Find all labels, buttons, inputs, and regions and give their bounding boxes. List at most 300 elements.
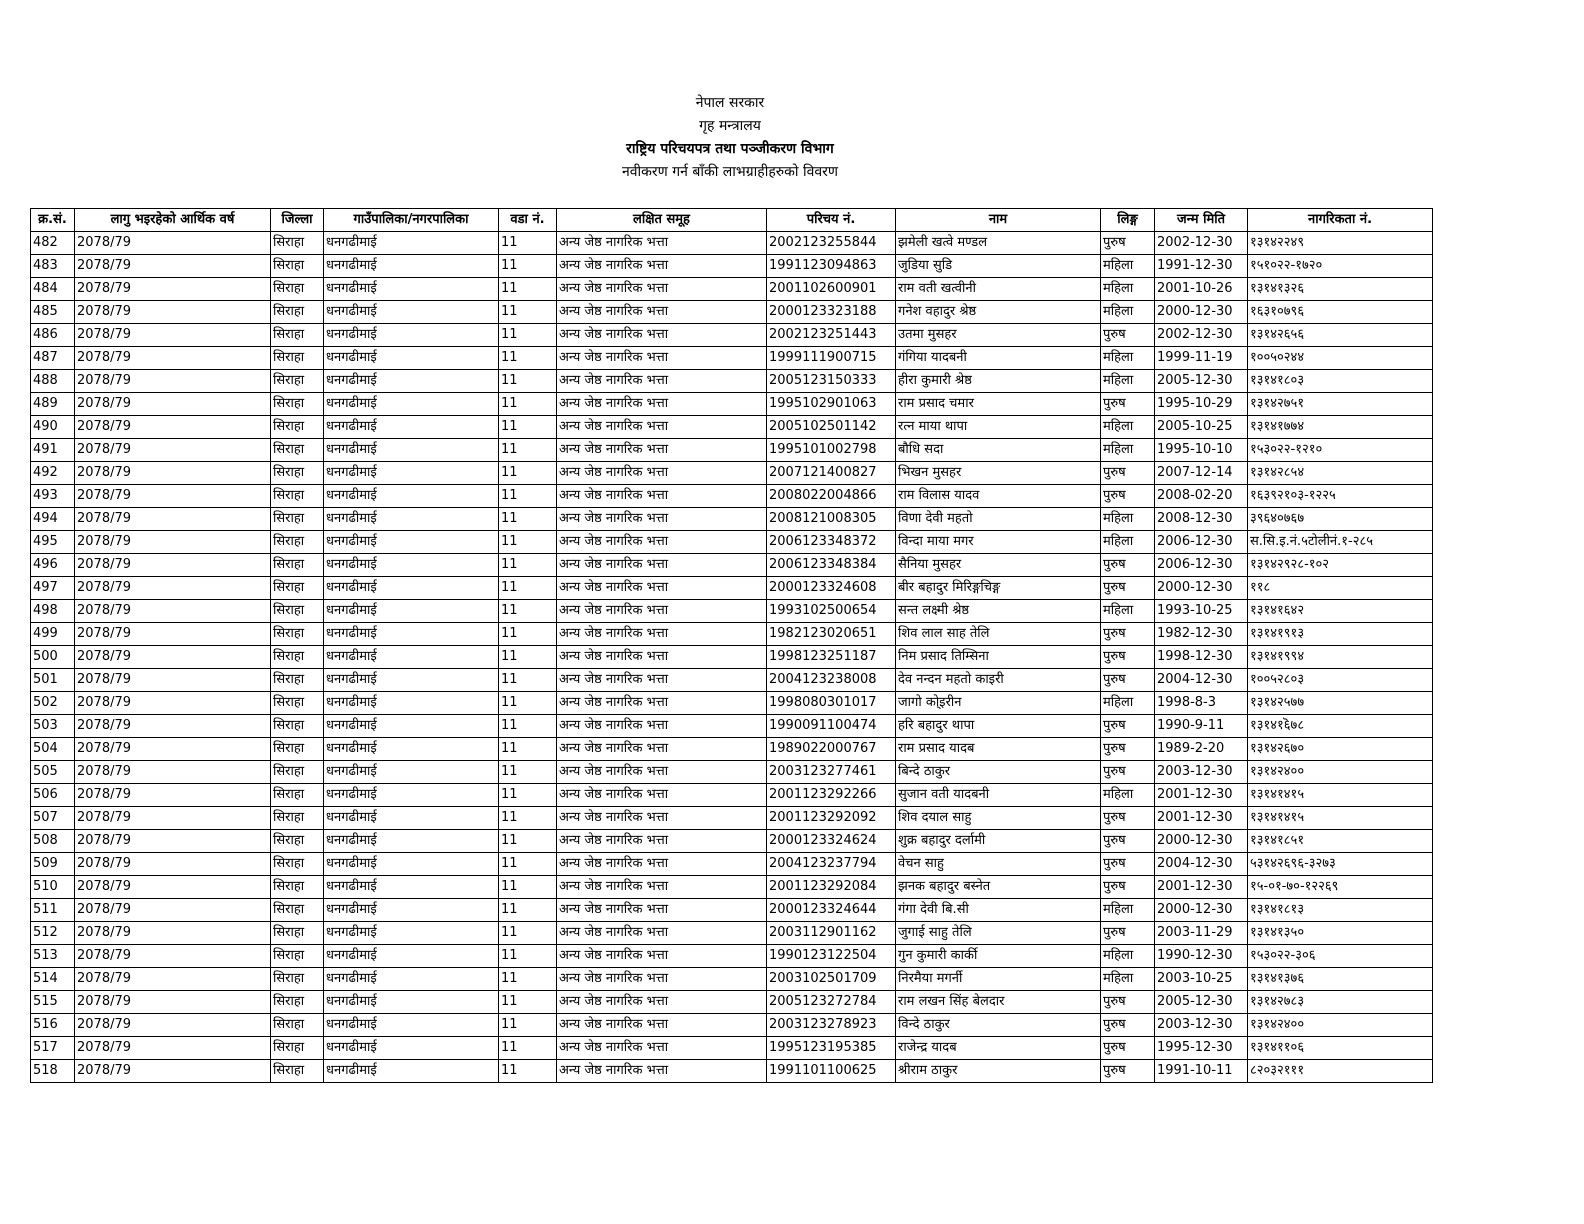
cell-name: शिव दयाल साहु [896, 807, 1101, 830]
table-row [31, 761, 1433, 784]
cell-target-group: अन्य जेष्ठ नागरिक भत्ता [557, 370, 767, 393]
cell-target-group: अन्य जेष्ठ नागरिक भत्ता [557, 278, 767, 301]
cell-birth-date: 2007-12-14 [1155, 462, 1248, 485]
cell-fiscal-year: 2078/79 [75, 830, 271, 853]
cell-name: सुजान वती यादबनी [896, 784, 1101, 807]
cell-birth-date: 2002-12-30 [1155, 324, 1248, 347]
cell-district: सिराहा [271, 922, 324, 945]
col-header-name: नाम [896, 209, 1101, 232]
cell-birth-date: 1991-10-11 [1155, 1060, 1248, 1083]
cell-serial: 483 [31, 255, 75, 278]
cell-district: सिराहा [271, 715, 324, 738]
cell-district: सिराहा [271, 1037, 324, 1060]
cell-ward: 11 [499, 232, 557, 255]
cell-id-number: 2008022004866 [767, 485, 896, 508]
cell-ward: 11 [499, 715, 557, 738]
cell-gender: पुरुष [1101, 761, 1155, 784]
cell-gender: पुरुष [1101, 991, 1155, 1014]
cell-gender: पुरुष [1101, 324, 1155, 347]
cell-municipality: धनगढीमाई [324, 807, 499, 830]
cell-gender: पुरुष [1101, 646, 1155, 669]
cell-municipality: धनगढीमाई [324, 278, 499, 301]
cell-municipality: धनगढीमाई [324, 577, 499, 600]
cell-target-group: अन्य जेष्ठ नागरिक भत्ता [557, 462, 767, 485]
cell-id-number: 2004123237794 [767, 853, 896, 876]
cell-ward: 11 [499, 600, 557, 623]
cell-municipality: धनगढीमाई [324, 508, 499, 531]
cell-serial: 518 [31, 1060, 75, 1083]
document-header [530, 92, 930, 184]
cell-municipality: धनगढीमाई [324, 255, 499, 278]
cell-target-group: अन्य जेष्ठ नागरिक भत्ता [557, 853, 767, 876]
cell-gender: पुरुष [1101, 715, 1155, 738]
cell-fiscal-year: 2078/79 [75, 876, 271, 899]
cell-ward: 11 [499, 899, 557, 922]
cell-fiscal-year: 2078/79 [75, 1014, 271, 1037]
cell-citizenship-number: १३१४१३५० [1248, 922, 1433, 945]
cell-gender: पुरुष [1101, 807, 1155, 830]
cell-serial: 514 [31, 968, 75, 991]
cell-target-group: अन्य जेष्ठ नागरिक भत्ता [557, 600, 767, 623]
cell-district: सिराहा [271, 876, 324, 899]
cell-fiscal-year: 2078/79 [75, 255, 271, 278]
cell-birth-date: 2001-12-30 [1155, 784, 1248, 807]
cell-ward: 11 [499, 738, 557, 761]
cell-birth-date: 2003-12-30 [1155, 761, 1248, 784]
cell-id-number: 1991123094863 [767, 255, 896, 278]
cell-serial: 495 [31, 531, 75, 554]
cell-gender: पुरुष [1101, 554, 1155, 577]
cell-gender: महिला [1101, 531, 1155, 554]
cell-ward: 11 [499, 830, 557, 853]
cell-name: राम लखन सिंह बेलदार [896, 991, 1101, 1014]
cell-id-number: 1982123020651 [767, 623, 896, 646]
cell-gender: पुरुष [1101, 1014, 1155, 1037]
cell-birth-date: 2001-10-26 [1155, 278, 1248, 301]
cell-district: सिराहा [271, 669, 324, 692]
cell-name: राजेन्द्र यादब [896, 1037, 1101, 1060]
header-subject: नवीकरण गर्न बाँकी लाभग्राहीहरुको विवरण [622, 164, 838, 180]
cell-gender: पुरुष [1101, 1037, 1155, 1060]
cell-municipality: धनगढीमाई [324, 876, 499, 899]
cell-birth-date: 2005-12-30 [1155, 991, 1248, 1014]
cell-citizenship-number: १३१४१९९४ [1248, 646, 1433, 669]
table-row [31, 370, 1433, 393]
cell-district: सिराहा [271, 439, 324, 462]
cell-name: राम प्रसाद चमार [896, 393, 1101, 416]
cell-id-number: 1998080301017 [767, 692, 896, 715]
cell-serial: 492 [31, 462, 75, 485]
cell-serial: 482 [31, 232, 75, 255]
cell-municipality: धनगढीमाई [324, 922, 499, 945]
cell-birth-date: 2006-12-30 [1155, 554, 1248, 577]
cell-citizenship-number: १००५२८०३ [1248, 669, 1433, 692]
cell-ward: 11 [499, 278, 557, 301]
cell-gender: महिला [1101, 439, 1155, 462]
cell-gender: महिला [1101, 301, 1155, 324]
table-row [31, 876, 1433, 899]
table-row [31, 922, 1433, 945]
cell-ward: 11 [499, 1037, 557, 1060]
cell-fiscal-year: 2078/79 [75, 278, 271, 301]
cell-target-group: अन्य जेष्ठ नागरिक भत्ता [557, 784, 767, 807]
cell-gender: महिला [1101, 968, 1155, 991]
cell-id-number: 2008121008305 [767, 508, 896, 531]
cell-citizenship-number: १६३९२१०३-१२२५ [1248, 485, 1433, 508]
cell-citizenship-number: १३१४२२४९ [1248, 232, 1433, 255]
cell-serial: 486 [31, 324, 75, 347]
cell-district: सिराहा [271, 554, 324, 577]
col-header-gender: लिङ्ग [1101, 209, 1155, 232]
table-row [31, 899, 1433, 922]
cell-district: सिराहा [271, 324, 324, 347]
cell-serial: 491 [31, 439, 75, 462]
cell-serial: 517 [31, 1037, 75, 1060]
cell-district: सिराहा [271, 462, 324, 485]
table-row [31, 416, 1433, 439]
cell-ward: 11 [499, 646, 557, 669]
table-row [31, 945, 1433, 968]
cell-birth-date: 1998-8-3 [1155, 692, 1248, 715]
cell-gender: पुरुष [1101, 1060, 1155, 1083]
cell-district: सिराहा [271, 646, 324, 669]
cell-serial: 502 [31, 692, 75, 715]
table-body [31, 232, 1433, 1083]
cell-gender: पुरुष [1101, 853, 1155, 876]
cell-municipality: धनगढीमाई [324, 646, 499, 669]
cell-district: सिराहा [271, 968, 324, 991]
cell-target-group: अन्य जेष्ठ नागरिक भत्ता [557, 623, 767, 646]
cell-serial: 503 [31, 715, 75, 738]
cell-name: देव नन्दन महतो काइरी [896, 669, 1101, 692]
cell-birth-date: 2008-12-30 [1155, 508, 1248, 531]
cell-ward: 11 [499, 945, 557, 968]
cell-serial: 504 [31, 738, 75, 761]
cell-ward: 11 [499, 922, 557, 945]
cell-name: बौधि सदा [896, 439, 1101, 462]
cell-fiscal-year: 2078/79 [75, 462, 271, 485]
cell-district: सिराहा [271, 807, 324, 830]
cell-district: सिराहा [271, 370, 324, 393]
cell-municipality: धनगढीमाई [324, 945, 499, 968]
cell-district: सिराहा [271, 945, 324, 968]
cell-id-number: 2004123238008 [767, 669, 896, 692]
col-header-district: जिल्ला [271, 209, 324, 232]
header-ministry: गृह मन्त्रालय [699, 118, 761, 134]
cell-gender: महिला [1101, 692, 1155, 715]
cell-fiscal-year: 2078/79 [75, 554, 271, 577]
cell-id-number: 2003112901162 [767, 922, 896, 945]
cell-district: सिराहा [271, 623, 324, 646]
cell-municipality: धनगढीमाई [324, 669, 499, 692]
cell-id-number: 2000123324624 [767, 830, 896, 853]
cell-id-number: 1989022000767 [767, 738, 896, 761]
cell-birth-date: 1991-12-30 [1155, 255, 1248, 278]
cell-ward: 11 [499, 1014, 557, 1037]
cell-fiscal-year: 2078/79 [75, 738, 271, 761]
cell-serial: 490 [31, 416, 75, 439]
cell-municipality: धनगढीमाई [324, 991, 499, 1014]
cell-municipality: धनगढीमाई [324, 623, 499, 646]
table-row [31, 462, 1433, 485]
cell-serial: 516 [31, 1014, 75, 1037]
cell-target-group: अन्य जेष्ठ नागरिक भत्ता [557, 830, 767, 853]
cell-district: सिराहा [271, 692, 324, 715]
cell-target-group: अन्य जेष्ठ नागरिक भत्ता [557, 232, 767, 255]
table-row [31, 1060, 1433, 1083]
cell-target-group: अन्य जेष्ठ नागरिक भत्ता [557, 922, 767, 945]
cell-target-group: अन्य जेष्ठ नागरिक भत्ता [557, 416, 767, 439]
cell-gender: पुरुष [1101, 393, 1155, 416]
cell-birth-date: 1990-9-11 [1155, 715, 1248, 738]
col-header-fiscal-year: लागु भइरहेको आर्थिक वर्ष [75, 209, 271, 232]
cell-gender: पुरुष [1101, 830, 1155, 853]
cell-id-number: 2001102600901 [767, 278, 896, 301]
cell-citizenship-number: १५१०२२-१७२० [1248, 255, 1433, 278]
cell-gender: महिला [1101, 508, 1155, 531]
col-header-birth-date: जन्म मिति [1155, 209, 1248, 232]
cell-gender: महिला [1101, 255, 1155, 278]
cell-citizenship-number: ८२०३२१११ [1248, 1060, 1433, 1083]
cell-fiscal-year: 2078/79 [75, 393, 271, 416]
cell-id-number: 2006123348384 [767, 554, 896, 577]
cell-municipality: धनगढीमाई [324, 830, 499, 853]
cell-gender: पुरुष [1101, 922, 1155, 945]
cell-citizenship-number: १३१४१७७४ [1248, 416, 1433, 439]
cell-fiscal-year: 2078/79 [75, 669, 271, 692]
cell-id-number: 2005102501142 [767, 416, 896, 439]
cell-target-group: अन्य जेष्ठ नागरिक भत्ता [557, 945, 767, 968]
cell-target-group: अन्य जेष्ठ नागरिक भत्ता [557, 1060, 767, 1083]
table-row [31, 968, 1433, 991]
cell-name: विन्दा माया मगर [896, 531, 1101, 554]
cell-name: हीरा कुमारी श्रेष्ठ [896, 370, 1101, 393]
cell-fiscal-year: 2078/79 [75, 577, 271, 600]
cell-gender: महिला [1101, 784, 1155, 807]
cell-district: सिराहा [271, 278, 324, 301]
col-header-serial: क्र.सं. [31, 209, 75, 232]
cell-serial: 499 [31, 623, 75, 646]
cell-target-group: अन्य जेष्ठ नागरिक भत्ता [557, 991, 767, 1014]
cell-fiscal-year: 2078/79 [75, 715, 271, 738]
cell-fiscal-year: 2078/79 [75, 508, 271, 531]
cell-gender: पुरुष [1101, 623, 1155, 646]
cell-birth-date: 1993-10-25 [1155, 600, 1248, 623]
cell-gender: पुरुष [1101, 876, 1155, 899]
cell-municipality: धनगढीमाई [324, 462, 499, 485]
cell-id-number: 2001123292084 [767, 876, 896, 899]
cell-id-number: 1995101002798 [767, 439, 896, 462]
cell-gender: पुरुष [1101, 462, 1155, 485]
cell-municipality: धनगढीमाई [324, 600, 499, 623]
cell-serial: 508 [31, 830, 75, 853]
cell-serial: 500 [31, 646, 75, 669]
cell-serial: 501 [31, 669, 75, 692]
table-row [31, 278, 1433, 301]
table-row [31, 1037, 1433, 1060]
cell-name: जुडिया सुडि [896, 255, 1101, 278]
cell-gender: पुरुष [1101, 485, 1155, 508]
cell-municipality: धनगढीमाई [324, 531, 499, 554]
cell-target-group: अन्य जेष्ठ नागरिक भत्ता [557, 508, 767, 531]
table-row [31, 646, 1433, 669]
cell-municipality: धनगढीमाई [324, 1037, 499, 1060]
cell-serial: 496 [31, 554, 75, 577]
cell-citizenship-number: १५३०२२-३०६ [1248, 945, 1433, 968]
col-header-target-group: लक्षित समूह [557, 209, 767, 232]
cell-name: गंगिया यादबनी [896, 347, 1101, 370]
cell-target-group: अन्य जेष्ठ नागरिक भत्ता [557, 1014, 767, 1037]
cell-municipality: धनगढीमाई [324, 554, 499, 577]
col-header-ward: वडा नं. [499, 209, 557, 232]
col-header-citizenship-number: नागरिकता नं. [1248, 209, 1433, 232]
cell-name: जागो का्ेइरीन [896, 692, 1101, 715]
cell-serial: 512 [31, 922, 75, 945]
cell-district: सिराहा [271, 255, 324, 278]
cell-name: विन्दे ठाकुर [896, 1014, 1101, 1037]
table-row [31, 623, 1433, 646]
cell-citizenship-number: ५३१४२६९६-३२७३ [1248, 853, 1433, 876]
cell-name: वेचन साहु [896, 853, 1101, 876]
cell-name: शुक्र बहादुर दर्लामी [896, 830, 1101, 853]
cell-id-number: 1998123251187 [767, 646, 896, 669]
cell-fiscal-year: 2078/79 [75, 899, 271, 922]
col-header-id-number: परिचय नं. [767, 209, 896, 232]
cell-citizenship-number: १३१४२८५४ [1248, 462, 1433, 485]
cell-id-number: 1999111900715 [767, 347, 896, 370]
cell-name: जुगाई साहु तेलि [896, 922, 1101, 945]
cell-target-group: अन्य जेष्ठ नागरिक भत्ता [557, 669, 767, 692]
cell-target-group: अन्य जेष्ठ नागरिक भत्ता [557, 646, 767, 669]
cell-target-group: अन्य जेष्ठ नागरिक भत्ता [557, 439, 767, 462]
cell-fiscal-year: 2078/79 [75, 784, 271, 807]
cell-birth-date: 2005-10-25 [1155, 416, 1248, 439]
cell-district: सिराहा [271, 301, 324, 324]
cell-ward: 11 [499, 439, 557, 462]
cell-serial: 484 [31, 278, 75, 301]
cell-name: गनेश वहादुर श्रेष्ठ [896, 301, 1101, 324]
cell-id-number: 1990123122504 [767, 945, 896, 968]
cell-birth-date: 2003-12-30 [1155, 1014, 1248, 1037]
cell-district: सिराहा [271, 232, 324, 255]
cell-citizenship-number: १३१४२७५१ [1248, 393, 1433, 416]
cell-serial: 493 [31, 485, 75, 508]
cell-serial: 489 [31, 393, 75, 416]
cell-birth-date: 2000-12-30 [1155, 830, 1248, 853]
cell-id-number: 2005123272784 [767, 991, 896, 1014]
cell-target-group: अन्य जेष्ठ नागरिक भत्ता [557, 715, 767, 738]
cell-gender: महिला [1101, 600, 1155, 623]
cell-district: सिराहा [271, 577, 324, 600]
cell-ward: 11 [499, 416, 557, 439]
beneficiary-table [30, 208, 1433, 1083]
cell-ward: 11 [499, 347, 557, 370]
cell-birth-date: 1990-12-30 [1155, 945, 1248, 968]
cell-id-number: 2000123324608 [767, 577, 896, 600]
cell-gender: महिला [1101, 347, 1155, 370]
cell-name: राम विलास यादव [896, 485, 1101, 508]
cell-municipality: धनगढीमाई [324, 485, 499, 508]
cell-id-number: 2002123251443 [767, 324, 896, 347]
cell-citizenship-number: १३१४२६७० [1248, 738, 1433, 761]
cell-citizenship-number: १३१४१९१३ [1248, 623, 1433, 646]
cell-ward: 11 [499, 462, 557, 485]
table-row [31, 784, 1433, 807]
cell-gender: महिला [1101, 278, 1155, 301]
table-row [31, 439, 1433, 462]
cell-district: सिराहा [271, 347, 324, 370]
cell-name: निम प्रसाद तिम्सिना [896, 646, 1101, 669]
cell-target-group: अन्य जेष्ठ नागरिक भत्ता [557, 968, 767, 991]
cell-serial: 485 [31, 301, 75, 324]
cell-ward: 11 [499, 255, 557, 278]
cell-target-group: अन्य जेष्ठ नागरिक भत्ता [557, 554, 767, 577]
cell-birth-date: 2005-12-30 [1155, 370, 1248, 393]
table-row [31, 232, 1433, 255]
cell-district: सिराहा [271, 761, 324, 784]
table-row [31, 324, 1433, 347]
cell-name: सन्त लक्ष्मी श्रेष्ठ [896, 600, 1101, 623]
cell-district: सिराहा [271, 784, 324, 807]
cell-name: झमेली खत्वे मण्डल [896, 232, 1101, 255]
cell-fiscal-year: 2078/79 [75, 301, 271, 324]
cell-citizenship-number: १३१४२७८३ [1248, 991, 1433, 1014]
cell-name: गुन कुमारी कार्की [896, 945, 1101, 968]
table-row [31, 991, 1433, 1014]
cell-district: सिराहा [271, 508, 324, 531]
cell-district: सिराहा [271, 738, 324, 761]
cell-name: उतमा मुसहर [896, 324, 1101, 347]
cell-id-number: 1995123195385 [767, 1037, 896, 1060]
cell-ward: 11 [499, 508, 557, 531]
header-government: नेपाल सरकार [695, 95, 765, 111]
cell-fiscal-year: 2078/79 [75, 324, 271, 347]
cell-ward: 11 [499, 784, 557, 807]
cell-birth-date: 2001-12-30 [1155, 876, 1248, 899]
cell-citizenship-number: १६३१०७९६ [1248, 301, 1433, 324]
cell-serial: 487 [31, 347, 75, 370]
cell-name: बीर बहादुर मिरिङ्गचिङ्ग [896, 577, 1101, 600]
cell-name: गंगा देवी बि.सी [896, 899, 1101, 922]
cell-citizenship-number: १३१४१३७६ [1248, 968, 1433, 991]
cell-fiscal-year: 2078/79 [75, 623, 271, 646]
cell-citizenship-number: १३१४१३२६ [1248, 278, 1433, 301]
cell-ward: 11 [499, 531, 557, 554]
cell-name: राम वती खत्वीनी [896, 278, 1101, 301]
cell-citizenship-number: १३१४१८०३ [1248, 370, 1433, 393]
table-row [31, 508, 1433, 531]
cell-serial: 507 [31, 807, 75, 830]
cell-citizenship-number: ११८ [1248, 577, 1433, 600]
cell-municipality: धनगढीमाई [324, 416, 499, 439]
cell-municipality: धनगढीमाई [324, 715, 499, 738]
cell-serial: 506 [31, 784, 75, 807]
cell-ward: 11 [499, 1060, 557, 1083]
cell-target-group: अन्य जेष्ठ नागरिक भत्ता [557, 738, 767, 761]
cell-target-group: अन्य जेष्ठ नागरिक भत्ता [557, 807, 767, 830]
cell-serial: 488 [31, 370, 75, 393]
cell-serial: 498 [31, 600, 75, 623]
cell-district: सिराहा [271, 531, 324, 554]
cell-ward: 11 [499, 623, 557, 646]
cell-name: श्रीराम ठाकुर [896, 1060, 1101, 1083]
cell-fiscal-year: 2078/79 [75, 232, 271, 255]
cell-district: सिराहा [271, 899, 324, 922]
cell-citizenship-number: १३१४२५७७ [1248, 692, 1433, 715]
cell-municipality: धनगढीमाई [324, 1014, 499, 1037]
table-row [31, 853, 1433, 876]
cell-district: सिराहा [271, 416, 324, 439]
